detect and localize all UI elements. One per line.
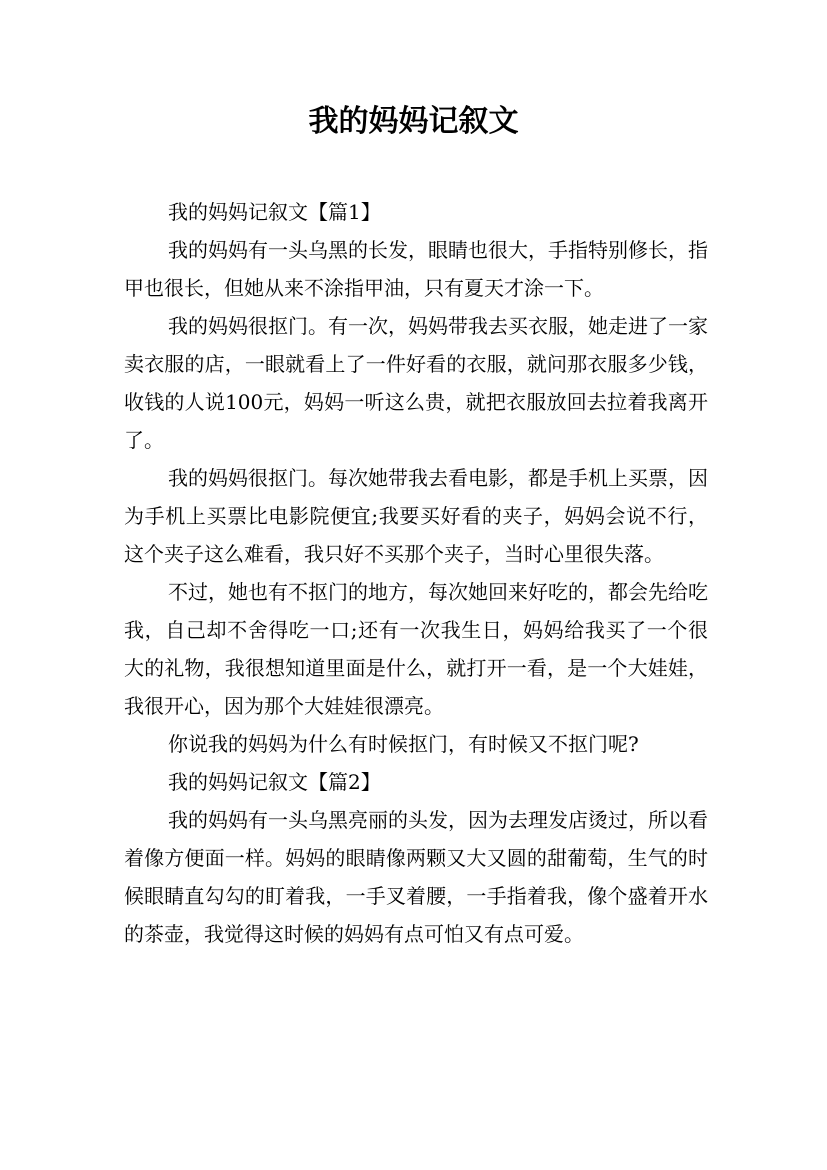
paragraph: 我的妈妈很抠门。每次她带我去看电影，都是手机上买票，因为手机上买票比电影院便宜;我要买好看的夹子，妈妈会说不行，这个夹子这么难看，我只好不买那个夹子，当时心里很失落。 <box>124 466 708 566</box>
paragraph: 我的妈妈很抠门。有一次，妈妈带我去买衣服，她走进了一家卖衣服的店，一眼就看上了一件好看的衣服，就问那衣服多少钱，收钱的人说100元，妈妈一听这么贵，就把衣服放回去拉着我离开了。 <box>124 314 708 452</box>
document-body <box>124 193 708 953</box>
paragraph: 不过，她也有不抠门的地方，每次她回来好吃的，都会先给吃我，自己却不舍得吃一口;还有一次我生日，妈妈给我买了一个很大的礼物，我很想知道里面是什么，就打开一看，是一个大娃娃，我很开心，因为那个大娃娃很漂亮。 <box>124 580 708 718</box>
section-heading-1: 我的妈妈记叙文【篇1】 <box>168 200 381 224</box>
section-heading-2: 我的妈妈记叙文【篇2】 <box>168 770 381 794</box>
paragraph: 我的妈妈有一头乌黑的长发，眼睛也很大，手指特别修长，指甲也很长，但她从来不涂指甲油，只有夏天才涂一下。 <box>124 238 708 300</box>
paragraph: 我的妈妈有一头乌黑亮丽的头发，因为去理发店烫过，所以看着像方便面一样。妈妈的眼睛像两颗又大又圆的甜葡萄，生气的时候眼睛直勾勾的盯着我，一手叉着腰，一手指着我，像个盛着开水的茶壶，我觉得这时候的妈妈有点可怕又有点可爱。 <box>124 808 708 946</box>
document-title: 我的妈妈记叙文 <box>308 104 519 139</box>
paragraph: 你说我的妈妈为什么有时候抠门，有时候又不抠门呢? <box>168 732 639 756</box>
